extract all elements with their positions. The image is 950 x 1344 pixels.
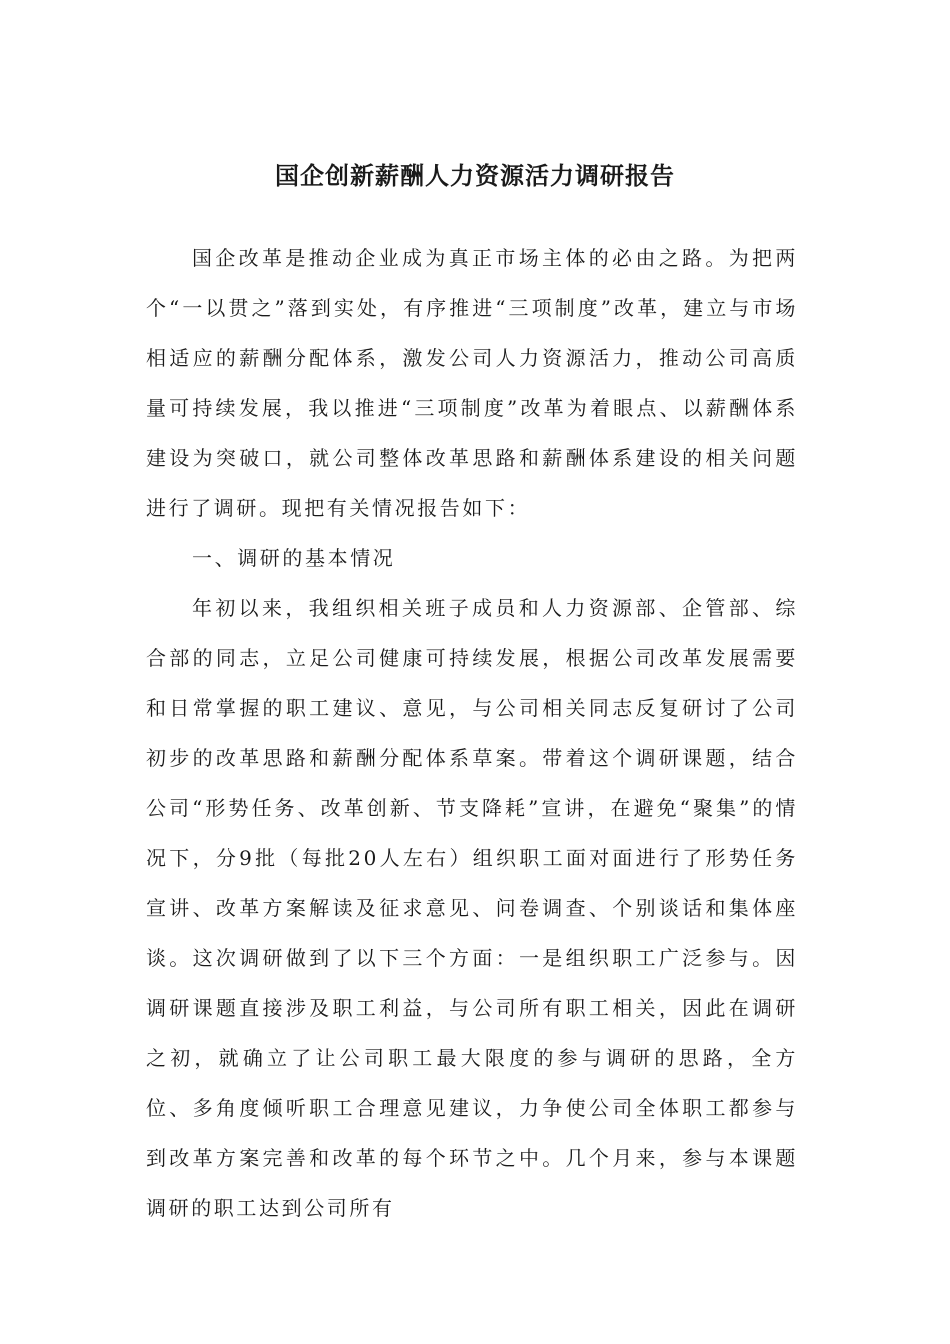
section-heading: 一、调研的基本情况 xyxy=(192,546,396,570)
paragraph-intro: 国企改革是推动企业成为真正市场主体的必由之路。为把两个“一以贯之”落到实处，有序推进“三项制度”改革，建立与市场相适应的薪酬分配体系，激发公司人力资源活力，推动公司高质量可持续发展，我以推进“三项制度”改革为着眼点、以薪酬体系建设为突破口，就公司整体改革思路和薪酬体系建设的相关问题进行了调研。现把有关情况报告如下： xyxy=(146,246,798,520)
document-body xyxy=(146,233,798,1233)
paragraph-survey: 年初以来，我组织相关班子成员和人力资源部、企管部、综合部的同志，立足公司健康可持续发展，根据公司改革发展需要和日常掌握的职工建议、意见，与公司相关同志反复研讨了公司初步的改革思路和薪酬分配体系草案。带着这个调研课题，结合公司“形势任务、改革创新、节支降耗”宣讲，在避免“聚集”的情况下，分9批（每批20人左右）组织职工面对面进行了形势任务宣讲、改革方案解读及征求意见、问卷调查、个别谈话和集体座谈。这次调研做到了以下三个方面：一是组织职工广泛参与。因调研课题直接涉及职工利益，与公司所有职工相关，因此在调研之初，就确立了让公司职工最大限度的参与调研的思路，全方位、多角度倾听职工合理意见建议，力争使公司全体职工都参与到改革方案完善和改革的每个环节之中。几个月来，参与本课题调研的职工达到公司所有 xyxy=(146,596,798,1220)
document-title: 国企创新薪酬人力资源活力调研报告 xyxy=(275,161,675,190)
